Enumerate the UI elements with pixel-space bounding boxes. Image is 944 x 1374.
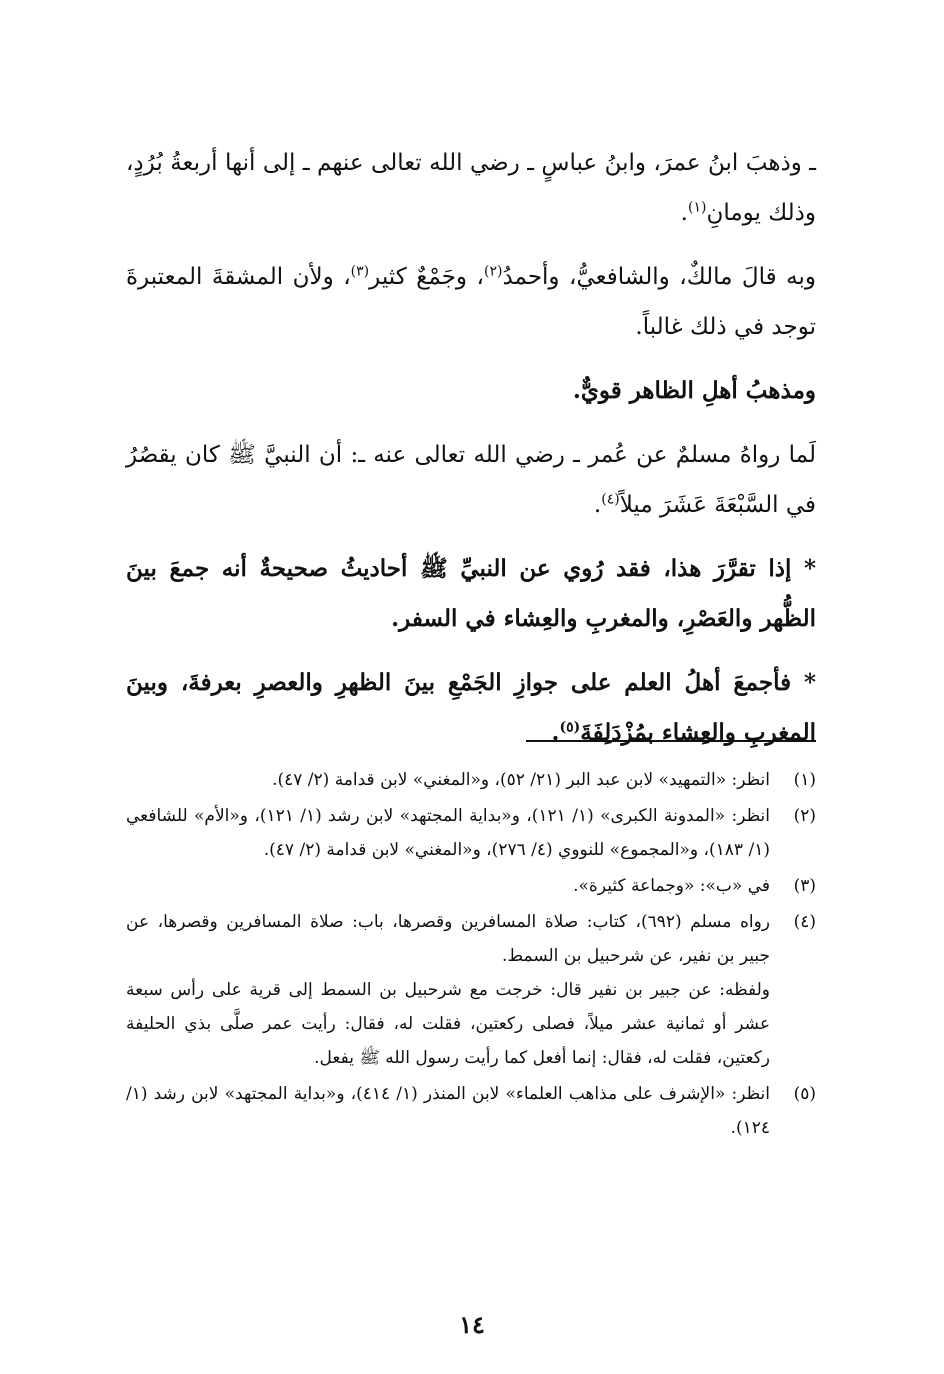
- paragraph-scholarly-consensus: [126, 658, 816, 758]
- footnote-number: (٤): [793, 912, 816, 932]
- footnote-reference-1[interactable]: (١): [687, 199, 707, 216]
- paragraph-scholars-opinion: [126, 252, 816, 352]
- footnote-body: [126, 905, 770, 1075]
- footnote-separator: [526, 740, 816, 742]
- footnote-number: (٣): [793, 876, 816, 896]
- paragraph-zahiri-opinion: [126, 366, 816, 416]
- footnote-body: [126, 869, 770, 903]
- footnote-body: [126, 1077, 770, 1145]
- footnote-number: (٥): [793, 1084, 816, 1104]
- footnote-text: في «ب»: «وجماعة كثيرة».: [573, 876, 770, 896]
- footnote-5: [126, 1077, 816, 1145]
- footnote-reference-3[interactable]: (٣): [350, 263, 370, 280]
- paragraph-text: ومذهبُ أهلِ الظاهر قويٌّ.: [572, 377, 816, 404]
- paragraph-end: .: [551, 719, 560, 746]
- page-number: ١٤: [459, 1310, 485, 1339]
- footnote-number: (١): [793, 770, 816, 790]
- footnote-reference-2[interactable]: (٢): [483, 263, 503, 280]
- paragraph-end: .: [593, 492, 602, 518]
- paragraph-text: * إذا تقرَّرَ هذا، فقد رُوي عن النبيِّ ﷺ أحاديثُ صحيحةٌ أنه جمعَ بينَ الظُّهر والعَصْرِ، والمغربِ والعِشاء في السفر.: [126, 555, 816, 632]
- paragraph-text: لَما رواهُ مسلمٌ عن عُمر ـ رضي الله تعالى عنه ـ: أن النبيَّ ﷺ كان يقصُرُ في السَّبْعَةَ عَشَرَ ميلاً: [126, 442, 816, 518]
- paragraph-ibn-umar-ibn-abbas: [126, 138, 816, 238]
- paragraph-end: .: [680, 200, 688, 226]
- footnote-4: [126, 905, 816, 1075]
- paragraph-combining-prayers: [126, 544, 816, 644]
- paragraph-text: ، وجَمْعٌ كثير: [369, 264, 484, 290]
- footnote-text: ولفظه: عن جبير بن نفير قال: خرجت مع شرحبيل بن السمط إلى قرية على رأس سبعة عشر أو ثمانية عشر ميلاً، فصلى ركعتين، فقلت له، فقال: رأيت عمر صلَّى بذي الحليفة ركعتين، فقلت له، فقال: إنما أفعل كما رأيت رسول الله ﷺ يفعل.: [126, 980, 770, 1068]
- paragraph-text: ، ولأن المشقةَ المعتبرةَ توجد في ذلك غالباً.: [126, 264, 816, 340]
- footnote-text: انظر: «الإشرف على مذاهب العلماء» لابن المنذر (١/ ٤١٤)، و«بداية المجتهد» لابن رشد (١/ ١٢٤).: [126, 1084, 770, 1138]
- paragraph-text: ـ وذهبَ ابنُ عمرَ، وابنُ عباسٍ ـ رضي الله تعالى عنهم ـ إلى أنها أربعةُ بُرُدٍ، وذلك يومانِ: [126, 150, 816, 226]
- main-text: [126, 138, 816, 772]
- footnote-reference-5[interactable]: (٥): [559, 719, 581, 736]
- footnote-2: [126, 799, 816, 867]
- paragraph-text: وبه قالَ مالكٌ، والشافعيُّ، وأحمدُ: [502, 264, 816, 290]
- footnote-text: انظر: «التمهيد» لابن عبد البر (٢١/ ٥٢)، و«المغني» لابن قدامة (٢/ ٤٧).: [272, 770, 770, 790]
- footnote-3: [126, 869, 816, 903]
- footnote-body: [126, 799, 770, 867]
- footnote-text: انظر: «المدونة الكبرى» (١/ ١٢١)، و«بداية المجتهد» لابن رشد (١/ ١٢١)، و«الأم» للشافعي (١/ ١٨٣)، و«المجموع» للنووي (٤/ ٢٧٦)، و«المغني» لابن قدامة (٢/ ٤٧).: [126, 806, 771, 860]
- paragraph-muslim-narration: [126, 430, 816, 530]
- footnotes-section: [126, 763, 816, 1147]
- footnote-reference-4[interactable]: (٤): [601, 491, 620, 508]
- paragraph-text: * فأجمعَ أهلُ العلم على جوازِ الجَمْعِ بينَ الظهرِ والعصرِ بعرفةَ، وبينَ المغربِ والعِشاء بمُزْدَلِفَةَ: [126, 669, 816, 746]
- footnote-body: [126, 763, 770, 797]
- footnote-number: (٢): [793, 806, 816, 826]
- footnote-text: رواه مسلم (٦٩٢)، كتاب: صلاة المسافرين وقصرها، باب: صلاة المسافرين وقصرها، عن جبير بن نفير، عن شرحبيل بن السمط.: [126, 912, 770, 966]
- footnote-1: [126, 763, 816, 797]
